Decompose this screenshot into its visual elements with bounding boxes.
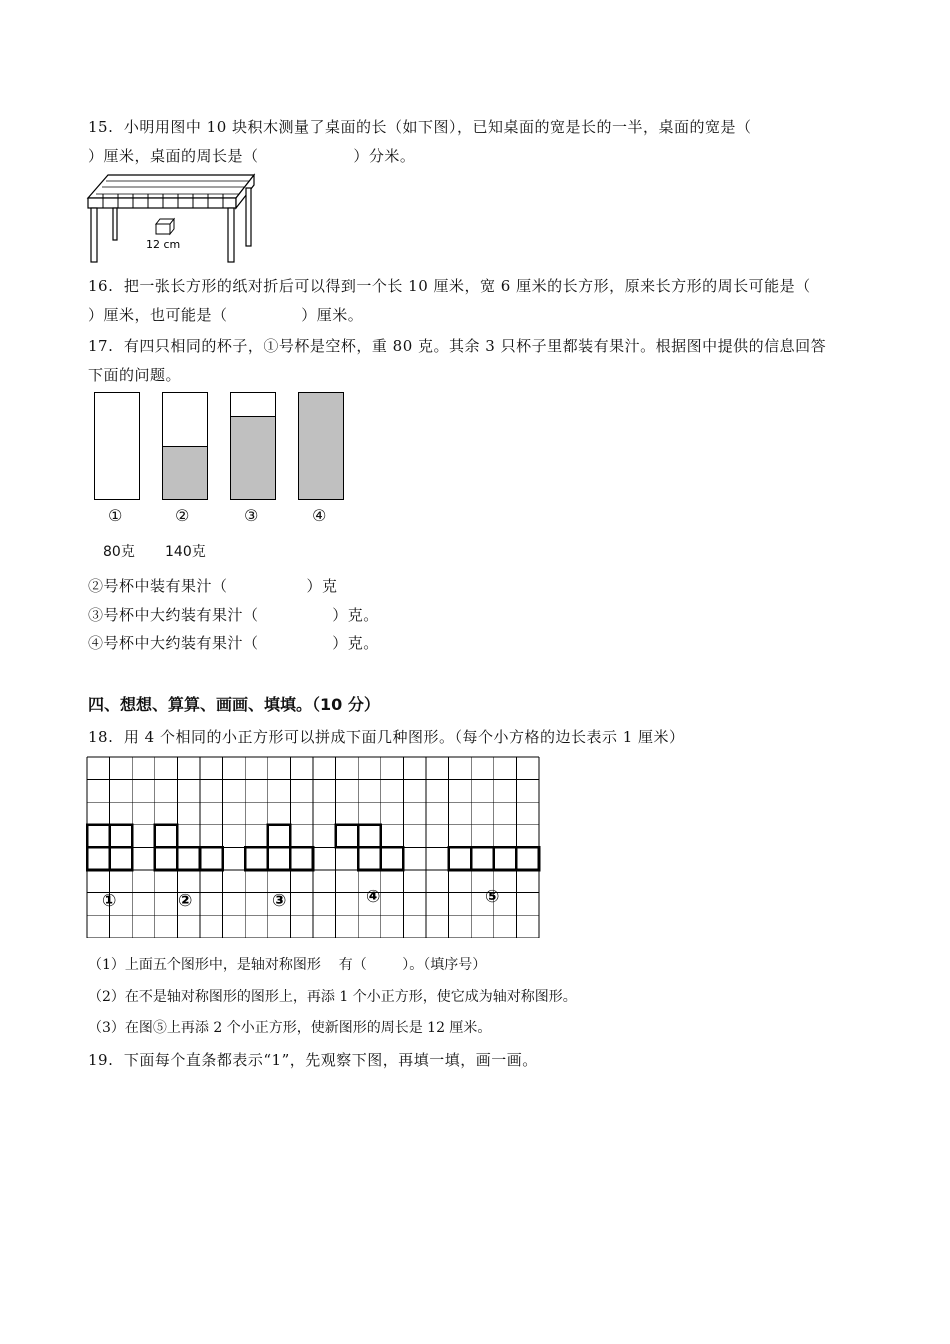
cup-2-juice <box>163 446 207 499</box>
shape-4-square <box>358 825 381 848</box>
table-illustration <box>86 172 261 264</box>
shape-2-square <box>155 825 178 848</box>
q15-text-line1: 15. 小明用图中 10 块积木测量了桌面的长（如下图），已知桌面的宽是长的一半，桌面的宽是（ <box>88 118 752 136</box>
q17-answer-3: ④号杯中大约装有果汁（ ）克。 <box>88 634 379 652</box>
section-4-heading: 四、想想、算算、画画、填填。（10 分） <box>88 695 380 714</box>
cup-label-4: ④ <box>312 506 327 525</box>
shape-3-square <box>268 825 291 848</box>
q18-sub-2: （2）在不是轴对称图形的图形上，再添 1 个小正方形，使它成为轴对称图形。 <box>88 989 577 1005</box>
shape-4-square <box>358 847 381 870</box>
shape-5-square <box>449 847 472 870</box>
shape-2-square <box>177 847 200 870</box>
shape-3-square <box>245 847 268 870</box>
q18-text-line1: 18. 用 4 个相同的小正方形可以拼成下面几种图形。（每个小方格的边长表示 1 厘米） <box>88 728 685 746</box>
shape-2-square <box>200 847 223 870</box>
q17-text-line1: 17. 有四只相同的杯子，①号杯是空杯，重 80 克。其余 3 只杯子里都装有果汁。根据图中提供的信息回答 <box>88 337 827 355</box>
shape-label-5: ⑤ <box>485 887 500 907</box>
shape-label-3: ③ <box>272 891 287 911</box>
q17-answer-1: ②号杯中装有果汁（ ）克 <box>88 577 338 595</box>
shape-label-1: ① <box>102 891 117 911</box>
shape-label-2: ② <box>178 891 193 911</box>
shape-4-square <box>381 847 404 870</box>
q16-text-line1: 16. 把一张长方形的纸对折后可以得到一个长 10 厘米，宽 6 厘米的长方形，原来长方形的周长可能是（ <box>88 277 811 295</box>
q19-text-line1: 19. 下面每个直条都表示“1”，先观察下图，再填一填，画一画。 <box>88 1051 538 1069</box>
cup-label-2: ② <box>175 506 190 525</box>
shape-4-square <box>336 825 359 848</box>
cup-label-1: ① <box>108 506 123 525</box>
q16-text-line2: ）厘米，也可能是（ ）厘米。 <box>88 306 364 324</box>
cup-3 <box>230 392 276 500</box>
shape-2-square <box>155 847 178 870</box>
shape-1-square <box>87 847 110 870</box>
q18-sub-3: （3）在图⑤上再添 2 个小正方形，使新图形的周长是 12 厘米。 <box>88 1020 492 1036</box>
shape-5-square <box>516 847 539 870</box>
q17-text-line2: 下面的问题。 <box>88 366 182 384</box>
cup-1 <box>94 392 140 500</box>
square-grid-figure <box>86 756 542 940</box>
q17-answer-2: ③号杯中大约装有果汁（ ）克。 <box>88 606 379 624</box>
shape-3-square <box>268 847 291 870</box>
cup-4-juice <box>299 393 343 499</box>
cup-label-3: ③ <box>244 506 259 525</box>
shape-1-square <box>87 825 110 848</box>
shape-5-square <box>494 847 517 870</box>
block-icon <box>156 219 174 234</box>
block-size-label: 12 cm <box>146 238 181 251</box>
shape-1-square <box>110 825 133 848</box>
shape-1-square <box>110 847 133 870</box>
cup-3-juice <box>231 416 275 499</box>
shape-label-4: ④ <box>366 887 381 907</box>
cup-weight-1: 80克 <box>103 544 135 560</box>
shape-5-square <box>471 847 494 870</box>
shape-3-square <box>290 847 313 870</box>
q18-sub-1: （1）上面五个图形中，是轴对称图形 有（ ）。（填序号） <box>88 957 487 973</box>
cup-weight-2: 140克 <box>165 544 206 560</box>
cup-4 <box>298 392 344 500</box>
cup-2 <box>162 392 208 500</box>
q15-text-line2: ）厘米，桌面的周长是（ ）分米。 <box>88 147 416 165</box>
